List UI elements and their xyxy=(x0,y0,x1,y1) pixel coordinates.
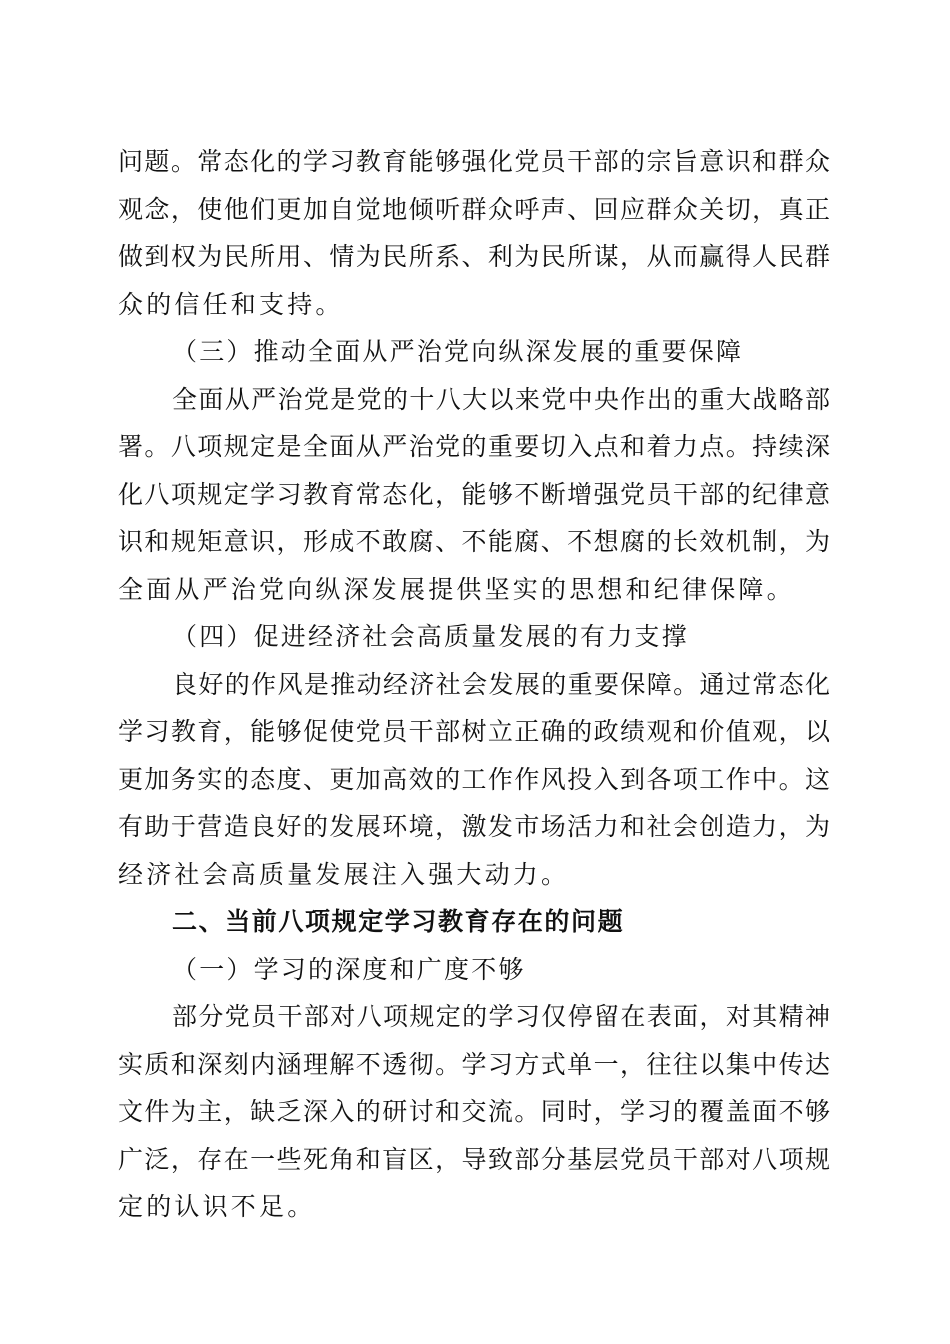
part-heading: 二、当前八项规定学习教育存在的问题 xyxy=(172,907,625,936)
body-text-line: 学习教育，能够促使党员干部树立正确的政绩观和价值观，以 xyxy=(118,717,830,746)
body-text-line: 做到权为民所用、情为民所系、利为民所谋，从而赢得人民群 xyxy=(118,242,830,271)
body-text-line: 问题。常态化的学习教育能够强化党员干部的宗旨意识和群众 xyxy=(118,147,830,176)
body-text-line: 实质和深刻内涵理解不透彻。学习方式单一，往往以集中传达 xyxy=(118,1049,830,1079)
body-text-line: 众的信任和支持。 xyxy=(118,289,344,319)
body-text-line: 更加务实的态度、更加高效的工作作风投入到各项工作中。这 xyxy=(118,764,830,794)
body-text-line: 署。八项规定是全面从严治党的重要切入点和着力点。持续深 xyxy=(118,432,830,461)
body-text-line: 经济社会高质量发展注入强大动力。 xyxy=(118,859,570,889)
body-text-line: 全面从严治党向纵深发展提供坚实的思想和纪律保障。 xyxy=(118,574,795,604)
document-page xyxy=(118,138,830,1231)
section-heading: （四）促进经济社会高质量发展的有力支撑 xyxy=(172,622,689,651)
section-heading: （一）学习的深度和广度不够 xyxy=(172,954,526,984)
body-text-line: 广泛，存在一些死角和盲区，导致部分基层党员干部对八项规 xyxy=(118,1144,830,1174)
body-text-line: 化八项规定学习教育常态化，能够不断增强党员干部的纪律意 xyxy=(118,479,830,509)
body-text-line: 良好的作风是推动经济社会发展的重要保障。通过常态化 xyxy=(172,669,830,699)
body-text-line: 定的认识不足。 xyxy=(118,1192,316,1221)
body-text-line: 全面从严治党是党的十八大以来党中央作出的重大战略部 xyxy=(172,384,830,414)
body-text-line: 有助于营造良好的发展环境，激发市场活力和社会创造力，为 xyxy=(118,812,830,841)
body-text-line: 部分党员干部对八项规定的学习仅停留在表面，对其精神 xyxy=(172,1002,830,1031)
section-heading: （三）推动全面从严治党向纵深发展的重要保障 xyxy=(172,337,744,366)
body-text-line: 文件为主，缺乏深入的研讨和交流。同时，学习的覆盖面不够 xyxy=(118,1097,830,1126)
body-text-line: 观念，使他们更加自觉地倾听群众呼声、回应群众关切，真正 xyxy=(118,194,830,224)
body-text-line: 识和规矩意识，形成不敢腐、不能腐、不想腐的长效机制，为 xyxy=(118,527,830,556)
